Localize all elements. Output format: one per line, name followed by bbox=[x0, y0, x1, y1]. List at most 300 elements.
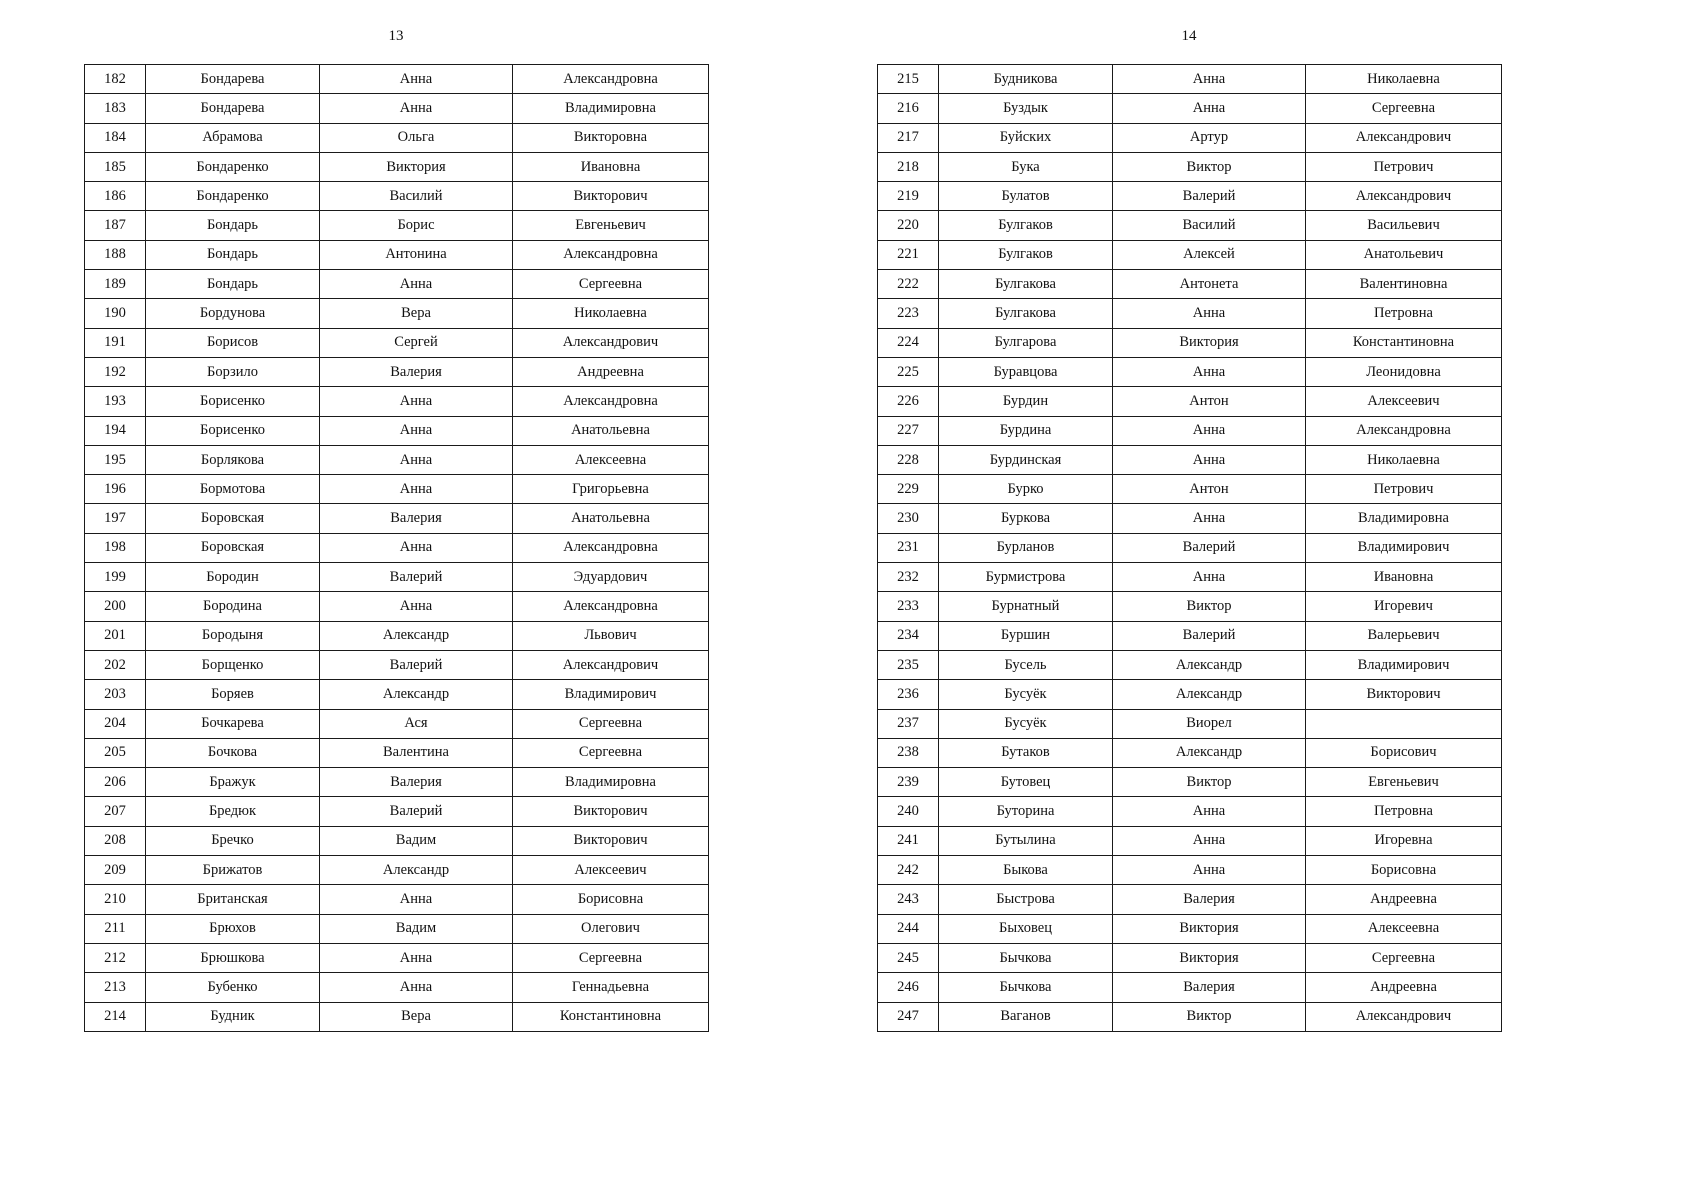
table-row bbox=[878, 416, 1502, 445]
patronymic-cell: Валентиновна bbox=[1306, 270, 1502, 299]
first-name-cell: Валерия bbox=[320, 357, 513, 386]
first-name-cell: Валерий bbox=[1113, 182, 1306, 211]
row-number-cell: 185 bbox=[85, 152, 146, 181]
table-row bbox=[85, 914, 709, 943]
roster-table bbox=[877, 64, 1502, 1032]
last-name-cell: Боряев bbox=[146, 680, 320, 709]
first-name-cell: Анна bbox=[320, 270, 513, 299]
row-number-cell: 229 bbox=[878, 475, 939, 504]
last-name-cell: Буторина bbox=[939, 797, 1113, 826]
patronymic-cell: Александровна bbox=[513, 65, 709, 94]
table-row bbox=[85, 211, 709, 240]
first-name-cell: Ася bbox=[320, 709, 513, 738]
last-name-cell: Борлякова bbox=[146, 445, 320, 474]
row-number-cell: 206 bbox=[85, 768, 146, 797]
first-name-cell: Василий bbox=[1113, 211, 1306, 240]
table-row bbox=[878, 387, 1502, 416]
row-number-cell: 186 bbox=[85, 182, 146, 211]
row-number-cell: 247 bbox=[878, 1002, 939, 1031]
first-name-cell: Анна bbox=[320, 416, 513, 445]
last-name-cell: Бутовец bbox=[939, 768, 1113, 797]
row-number-cell: 187 bbox=[85, 211, 146, 240]
first-name-cell: Анна bbox=[1113, 65, 1306, 94]
patronymic-cell: Сергеевна bbox=[513, 943, 709, 972]
table-row bbox=[85, 650, 709, 679]
last-name-cell: Булгаков bbox=[939, 240, 1113, 269]
patronymic-cell: Николаевна bbox=[1306, 65, 1502, 94]
last-name-cell: Быкова bbox=[939, 856, 1113, 885]
row-number-cell: 239 bbox=[878, 768, 939, 797]
last-name-cell: Британская bbox=[146, 885, 320, 914]
row-number-cell: 200 bbox=[85, 592, 146, 621]
first-name-cell: Валерия bbox=[320, 768, 513, 797]
patronymic-cell: Ивановна bbox=[1306, 563, 1502, 592]
row-number-cell: 230 bbox=[878, 504, 939, 533]
last-name-cell: Брижатов bbox=[146, 856, 320, 885]
first-name-cell: Валерий bbox=[1113, 621, 1306, 650]
row-number-cell: 205 bbox=[85, 738, 146, 767]
table-row bbox=[85, 357, 709, 386]
first-name-cell: Анна bbox=[1113, 826, 1306, 855]
patronymic-cell: Леонидовна bbox=[1306, 357, 1502, 386]
patronymic-cell: Викторовна bbox=[513, 123, 709, 152]
patronymic-cell: Александрович bbox=[1306, 1002, 1502, 1031]
table-row bbox=[85, 240, 709, 269]
table-row bbox=[85, 328, 709, 357]
first-name-cell: Антон bbox=[1113, 475, 1306, 504]
first-name-cell: Валерий bbox=[1113, 533, 1306, 562]
table-row bbox=[85, 592, 709, 621]
row-number-cell: 228 bbox=[878, 445, 939, 474]
table-row bbox=[878, 914, 1502, 943]
last-name-cell: Боровская bbox=[146, 504, 320, 533]
table-row bbox=[85, 123, 709, 152]
patronymic-cell: Сергеевна bbox=[1306, 94, 1502, 123]
table-row bbox=[878, 943, 1502, 972]
row-number-cell: 182 bbox=[85, 65, 146, 94]
first-name-cell: Анна bbox=[1113, 416, 1306, 445]
first-name-cell: Анна bbox=[1113, 357, 1306, 386]
first-name-cell: Анна bbox=[320, 943, 513, 972]
row-number-cell: 204 bbox=[85, 709, 146, 738]
patronymic-cell: Викторович bbox=[513, 797, 709, 826]
first-name-cell: Виктор bbox=[1113, 592, 1306, 621]
table-row bbox=[85, 270, 709, 299]
row-number-cell: 198 bbox=[85, 533, 146, 562]
table-row bbox=[85, 299, 709, 328]
patronymic-cell: Петровна bbox=[1306, 797, 1502, 826]
patronymic-cell: Сергеевна bbox=[513, 270, 709, 299]
patronymic-cell: Владимирович bbox=[1306, 650, 1502, 679]
table-row bbox=[85, 621, 709, 650]
last-name-cell: Брюшкова bbox=[146, 943, 320, 972]
table-row bbox=[878, 856, 1502, 885]
patronymic-cell: Александровна bbox=[513, 387, 709, 416]
table-row bbox=[85, 152, 709, 181]
row-number-cell: 197 bbox=[85, 504, 146, 533]
patronymic-cell: Константиновна bbox=[1306, 328, 1502, 357]
patronymic-cell: Ивановна bbox=[513, 152, 709, 181]
table-row bbox=[878, 768, 1502, 797]
first-name-cell: Анна bbox=[1113, 445, 1306, 474]
row-number-cell: 243 bbox=[878, 885, 939, 914]
patronymic-cell: Валерьевич bbox=[1306, 621, 1502, 650]
patronymic-cell: Николаевна bbox=[513, 299, 709, 328]
first-name-cell: Александр bbox=[1113, 738, 1306, 767]
last-name-cell: Булгарова bbox=[939, 328, 1113, 357]
patronymic-cell: Андреевна bbox=[513, 357, 709, 386]
last-name-cell: Брюхов bbox=[146, 914, 320, 943]
last-name-cell: Буркова bbox=[939, 504, 1113, 533]
row-number-cell: 222 bbox=[878, 270, 939, 299]
first-name-cell: Анна bbox=[320, 592, 513, 621]
patronymic-cell: Игоревна bbox=[1306, 826, 1502, 855]
patronymic-cell: Константиновна bbox=[513, 1002, 709, 1031]
table-row bbox=[85, 709, 709, 738]
patronymic-cell: Андреевна bbox=[1306, 973, 1502, 1002]
last-name-cell: Бутылина bbox=[939, 826, 1113, 855]
row-number-cell: 201 bbox=[85, 621, 146, 650]
first-name-cell: Виктория bbox=[1113, 943, 1306, 972]
last-name-cell: Ваганов bbox=[939, 1002, 1113, 1031]
last-name-cell: Бондаренко bbox=[146, 152, 320, 181]
table-row bbox=[878, 797, 1502, 826]
row-number-cell: 224 bbox=[878, 328, 939, 357]
row-number-cell: 199 bbox=[85, 563, 146, 592]
first-name-cell: Анна bbox=[1113, 797, 1306, 826]
row-number-cell: 242 bbox=[878, 856, 939, 885]
row-number-cell: 245 bbox=[878, 943, 939, 972]
table-row bbox=[878, 504, 1502, 533]
first-name-cell: Артур bbox=[1113, 123, 1306, 152]
last-name-cell: Бурдинская bbox=[939, 445, 1113, 474]
table-row bbox=[85, 475, 709, 504]
table-row bbox=[878, 65, 1502, 94]
last-name-cell: Бурдина bbox=[939, 416, 1113, 445]
row-number-cell: 191 bbox=[85, 328, 146, 357]
patronymic-cell: Эдуардович bbox=[513, 563, 709, 592]
table-row bbox=[85, 768, 709, 797]
last-name-cell: Булатов bbox=[939, 182, 1113, 211]
row-number-cell: 184 bbox=[85, 123, 146, 152]
patronymic-cell: Викторович bbox=[513, 182, 709, 211]
table-row bbox=[878, 826, 1502, 855]
first-name-cell: Ольга bbox=[320, 123, 513, 152]
first-name-cell: Анна bbox=[320, 445, 513, 474]
table-row bbox=[85, 94, 709, 123]
table-row bbox=[878, 299, 1502, 328]
row-number-cell: 183 bbox=[85, 94, 146, 123]
first-name-cell: Анна bbox=[320, 94, 513, 123]
patronymic-cell: Анатольевич bbox=[1306, 240, 1502, 269]
last-name-cell: Бражук bbox=[146, 768, 320, 797]
patronymic-cell: Борисовна bbox=[513, 885, 709, 914]
patronymic-cell: Александровна bbox=[513, 592, 709, 621]
row-number-cell: 203 bbox=[85, 680, 146, 709]
last-name-cell: Бредюк bbox=[146, 797, 320, 826]
patronymic-cell: Васильевич bbox=[1306, 211, 1502, 240]
page-number: 14 bbox=[1181, 28, 1197, 44]
patronymic-cell: Евгеньевич bbox=[1306, 768, 1502, 797]
first-name-cell: Александр bbox=[320, 680, 513, 709]
patronymic-cell: Николаевна bbox=[1306, 445, 1502, 474]
first-name-cell: Валерий bbox=[320, 797, 513, 826]
row-number-cell: 237 bbox=[878, 709, 939, 738]
row-number-cell: 207 bbox=[85, 797, 146, 826]
patronymic-cell: Львович bbox=[513, 621, 709, 650]
table-row bbox=[85, 973, 709, 1002]
table-row bbox=[878, 650, 1502, 679]
table-row bbox=[878, 475, 1502, 504]
row-number-cell: 196 bbox=[85, 475, 146, 504]
last-name-cell: Бубенко bbox=[146, 973, 320, 1002]
first-name-cell: Вера bbox=[320, 299, 513, 328]
last-name-cell: Борисенко bbox=[146, 387, 320, 416]
patronymic-cell: Андреевна bbox=[1306, 885, 1502, 914]
last-name-cell: Бормотова bbox=[146, 475, 320, 504]
patronymic-cell: Алексеевна bbox=[513, 445, 709, 474]
patronymic-cell: Владимирович bbox=[513, 680, 709, 709]
last-name-cell: Абрамова bbox=[146, 123, 320, 152]
row-number-cell: 223 bbox=[878, 299, 939, 328]
row-number-cell: 210 bbox=[85, 885, 146, 914]
row-number-cell: 208 bbox=[85, 826, 146, 855]
last-name-cell: Бородин bbox=[146, 563, 320, 592]
table-row bbox=[85, 182, 709, 211]
first-name-cell: Виктор bbox=[1113, 1002, 1306, 1031]
table-row bbox=[878, 328, 1502, 357]
table-row bbox=[878, 592, 1502, 621]
roster-table bbox=[84, 64, 709, 1032]
table-row bbox=[878, 1002, 1502, 1031]
row-number-cell: 195 bbox=[85, 445, 146, 474]
last-name-cell: Бондарь bbox=[146, 211, 320, 240]
first-name-cell: Виорел bbox=[1113, 709, 1306, 738]
last-name-cell: Бочкарева bbox=[146, 709, 320, 738]
first-name-cell: Александр bbox=[1113, 650, 1306, 679]
patronymic-cell: Борисович bbox=[1306, 738, 1502, 767]
patronymic-cell: Алексеевна bbox=[1306, 914, 1502, 943]
table-row bbox=[878, 885, 1502, 914]
patronymic-cell: Борисовна bbox=[1306, 856, 1502, 885]
table-row bbox=[878, 94, 1502, 123]
patronymic-cell: Александрович bbox=[1306, 182, 1502, 211]
first-name-cell: Виктория bbox=[1113, 914, 1306, 943]
last-name-cell: Будник bbox=[146, 1002, 320, 1031]
first-name-cell: Валерий bbox=[320, 563, 513, 592]
patronymic-cell: Александрович bbox=[513, 328, 709, 357]
row-number-cell: 218 bbox=[878, 152, 939, 181]
row-number-cell: 194 bbox=[85, 416, 146, 445]
first-name-cell: Александр bbox=[320, 856, 513, 885]
last-name-cell: Борисенко bbox=[146, 416, 320, 445]
last-name-cell: Булгакова bbox=[939, 299, 1113, 328]
first-name-cell: Александр bbox=[320, 621, 513, 650]
row-number-cell: 225 bbox=[878, 357, 939, 386]
patronymic-cell: Владимировна bbox=[513, 768, 709, 797]
patronymic-cell: Анатольевна bbox=[513, 416, 709, 445]
patronymic-cell bbox=[1306, 709, 1502, 738]
last-name-cell: Бусуёк bbox=[939, 709, 1113, 738]
row-number-cell: 236 bbox=[878, 680, 939, 709]
table-row bbox=[85, 387, 709, 416]
row-number-cell: 209 bbox=[85, 856, 146, 885]
row-number-cell: 233 bbox=[878, 592, 939, 621]
last-name-cell: Борщенко bbox=[146, 650, 320, 679]
row-number-cell: 240 bbox=[878, 797, 939, 826]
last-name-cell: Бурланов bbox=[939, 533, 1113, 562]
last-name-cell: Бондарь bbox=[146, 270, 320, 299]
first-name-cell: Виктор bbox=[1113, 152, 1306, 181]
table-row bbox=[878, 738, 1502, 767]
first-name-cell: Виктор bbox=[1113, 768, 1306, 797]
row-number-cell: 231 bbox=[878, 533, 939, 562]
table-row bbox=[85, 1002, 709, 1031]
first-name-cell: Анна bbox=[320, 65, 513, 94]
first-name-cell: Виктория bbox=[320, 152, 513, 181]
last-name-cell: Быстрова bbox=[939, 885, 1113, 914]
first-name-cell: Валерия bbox=[1113, 973, 1306, 1002]
row-number-cell: 215 bbox=[878, 65, 939, 94]
patronymic-cell: Сергеевна bbox=[513, 709, 709, 738]
last-name-cell: Борзило bbox=[146, 357, 320, 386]
patronymic-cell: Александрович bbox=[513, 650, 709, 679]
patronymic-cell: Александровна bbox=[513, 533, 709, 562]
row-number-cell: 212 bbox=[85, 943, 146, 972]
first-name-cell: Антон bbox=[1113, 387, 1306, 416]
table-row bbox=[85, 826, 709, 855]
table-row bbox=[85, 65, 709, 94]
patronymic-cell: Сергеевна bbox=[1306, 943, 1502, 972]
first-name-cell: Анна bbox=[320, 885, 513, 914]
patronymic-cell: Алексеевич bbox=[513, 856, 709, 885]
table-row bbox=[85, 943, 709, 972]
patronymic-cell: Владимировна bbox=[1306, 504, 1502, 533]
table-row bbox=[85, 533, 709, 562]
patronymic-cell: Геннадьевна bbox=[513, 973, 709, 1002]
first-name-cell: Валерия bbox=[320, 504, 513, 533]
patronymic-cell: Петровна bbox=[1306, 299, 1502, 328]
table-row bbox=[878, 123, 1502, 152]
table-row bbox=[878, 240, 1502, 269]
first-name-cell: Александр bbox=[1113, 680, 1306, 709]
row-number-cell: 226 bbox=[878, 387, 939, 416]
first-name-cell: Алексей bbox=[1113, 240, 1306, 269]
last-name-cell: Бородина bbox=[146, 592, 320, 621]
patronymic-cell: Алексеевич bbox=[1306, 387, 1502, 416]
row-number-cell: 217 bbox=[878, 123, 939, 152]
last-name-cell: Бондарь bbox=[146, 240, 320, 269]
table-row bbox=[85, 504, 709, 533]
first-name-cell: Вадим bbox=[320, 826, 513, 855]
first-name-cell: Анна bbox=[320, 387, 513, 416]
row-number-cell: 227 bbox=[878, 416, 939, 445]
row-number-cell: 235 bbox=[878, 650, 939, 679]
patronymic-cell: Петрович bbox=[1306, 475, 1502, 504]
first-name-cell: Анна bbox=[320, 973, 513, 1002]
table-row bbox=[85, 563, 709, 592]
table-row bbox=[878, 563, 1502, 592]
first-name-cell: Антонина bbox=[320, 240, 513, 269]
last-name-cell: Буздык bbox=[939, 94, 1113, 123]
last-name-cell: Бордунова bbox=[146, 299, 320, 328]
patronymic-cell: Владимирович bbox=[1306, 533, 1502, 562]
row-number-cell: 192 bbox=[85, 357, 146, 386]
patronymic-cell: Владимировна bbox=[513, 94, 709, 123]
patronymic-cell: Анатольевна bbox=[513, 504, 709, 533]
table-row bbox=[85, 680, 709, 709]
last-name-cell: Бурмистрова bbox=[939, 563, 1113, 592]
last-name-cell: Бочкова bbox=[146, 738, 320, 767]
table-row bbox=[878, 270, 1502, 299]
last-name-cell: Бурко bbox=[939, 475, 1113, 504]
last-name-cell: Бусель bbox=[939, 650, 1113, 679]
page-number: 13 bbox=[388, 28, 404, 44]
last-name-cell: Бондаренко bbox=[146, 182, 320, 211]
last-name-cell: Бутаков bbox=[939, 738, 1113, 767]
row-number-cell: 214 bbox=[85, 1002, 146, 1031]
table-row bbox=[878, 709, 1502, 738]
last-name-cell: Бусуёк bbox=[939, 680, 1113, 709]
row-number-cell: 189 bbox=[85, 270, 146, 299]
first-name-cell: Валерия bbox=[1113, 885, 1306, 914]
last-name-cell: Бондарева bbox=[146, 65, 320, 94]
first-name-cell: Вадим bbox=[320, 914, 513, 943]
last-name-cell: Буйских bbox=[939, 123, 1113, 152]
first-name-cell: Сергей bbox=[320, 328, 513, 357]
last-name-cell: Буршин bbox=[939, 621, 1113, 650]
row-number-cell: 188 bbox=[85, 240, 146, 269]
first-name-cell: Анна bbox=[1113, 94, 1306, 123]
last-name-cell: Булгаков bbox=[939, 211, 1113, 240]
last-name-cell: Борисов bbox=[146, 328, 320, 357]
first-name-cell: Антонета bbox=[1113, 270, 1306, 299]
first-name-cell: Валентина bbox=[320, 738, 513, 767]
first-name-cell: Анна bbox=[320, 475, 513, 504]
last-name-cell: Бычкова bbox=[939, 943, 1113, 972]
table-row bbox=[878, 211, 1502, 240]
table-row bbox=[85, 416, 709, 445]
table-row bbox=[85, 856, 709, 885]
table-row bbox=[85, 738, 709, 767]
first-name-cell: Анна bbox=[1113, 504, 1306, 533]
first-name-cell: Вера bbox=[320, 1002, 513, 1031]
patronymic-cell: Олегович bbox=[513, 914, 709, 943]
first-name-cell: Борис bbox=[320, 211, 513, 240]
table-row bbox=[878, 152, 1502, 181]
row-number-cell: 213 bbox=[85, 973, 146, 1002]
last-name-cell: Булгакова bbox=[939, 270, 1113, 299]
first-name-cell: Василий bbox=[320, 182, 513, 211]
last-name-cell: Бурдин bbox=[939, 387, 1113, 416]
table-row bbox=[878, 445, 1502, 474]
row-number-cell: 232 bbox=[878, 563, 939, 592]
row-number-cell: 221 bbox=[878, 240, 939, 269]
first-name-cell: Анна bbox=[1113, 856, 1306, 885]
last-name-cell: Бука bbox=[939, 152, 1113, 181]
patronymic-cell: Александровна bbox=[1306, 416, 1502, 445]
last-name-cell: Будникова bbox=[939, 65, 1113, 94]
first-name-cell: Виктория bbox=[1113, 328, 1306, 357]
patronymic-cell: Евгеньевич bbox=[513, 211, 709, 240]
row-number-cell: 216 bbox=[878, 94, 939, 123]
row-number-cell: 241 bbox=[878, 826, 939, 855]
row-number-cell: 219 bbox=[878, 182, 939, 211]
patronymic-cell: Александрович bbox=[1306, 123, 1502, 152]
patronymic-cell: Григорьевна bbox=[513, 475, 709, 504]
last-name-cell: Бречко bbox=[146, 826, 320, 855]
row-number-cell: 234 bbox=[878, 621, 939, 650]
